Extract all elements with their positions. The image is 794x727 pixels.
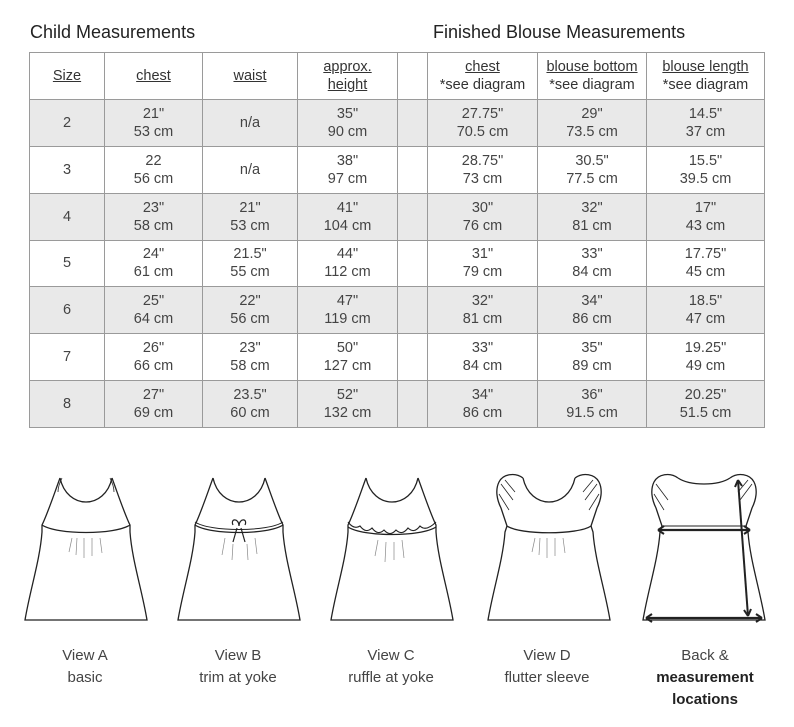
cell-blouse-bottom: 35" 89 cm (538, 334, 647, 381)
blouse-ruffle-icon (328, 470, 458, 630)
cell-height: 38" 97 cm (298, 146, 398, 193)
view-c-label: View C ruffle at yoke (348, 647, 434, 686)
views-section (0, 470, 794, 727)
cell-height: 47" 119 cm (298, 287, 398, 334)
table-row (30, 381, 765, 428)
cell-chest: 25" 64 cm (105, 287, 203, 334)
header-waist: waist (203, 53, 298, 100)
cell-size: 2 (30, 100, 105, 147)
header-finished-chest: chest *see diagram (428, 53, 538, 100)
header-chest: chest (105, 53, 203, 100)
cell-blouse-bottom: 29" 73.5 cm (538, 100, 647, 147)
header-gap (398, 53, 428, 100)
cell-blouse-length: 17" 43 cm (647, 193, 765, 240)
cell-finished-chest: 30" 76 cm (428, 193, 538, 240)
table-row (30, 100, 765, 147)
cell-blouse-bottom: 32" 81 cm (538, 193, 647, 240)
header-blouse-length: blouse length *see diagram (647, 53, 765, 100)
cell-gap (398, 334, 428, 381)
cell-chest: 22 56 cm (105, 146, 203, 193)
cell-waist: n/a (203, 100, 298, 147)
cell-chest: 27" 69 cm (105, 381, 203, 428)
cell-chest: 23" 58 cm (105, 193, 203, 240)
header-height: approx. height (298, 53, 398, 100)
cell-blouse-bottom: 36" 91.5 cm (538, 381, 647, 428)
cell-finished-chest: 28.75" 73 cm (428, 146, 538, 193)
cell-blouse-bottom: 34" 86 cm (538, 287, 647, 334)
table-row (30, 287, 765, 334)
cell-waist: n/a (203, 146, 298, 193)
child-measurements-heading: Child Measurements (30, 22, 196, 42)
table-header-row (30, 53, 765, 100)
cell-blouse-length: 18.5" 47 cm (647, 287, 765, 334)
cell-gap (398, 193, 428, 240)
cell-size: 7 (30, 334, 105, 381)
cell-blouse-length: 14.5" 37 cm (647, 100, 765, 147)
cell-blouse-length: 20.25" 51.5 cm (647, 381, 765, 428)
cell-finished-chest: 34" 86 cm (428, 381, 538, 428)
finished-blouse-heading: Finished Blouse Measurements (433, 22, 686, 42)
cell-size: 5 (30, 240, 105, 287)
cell-chest: 24" 61 cm (105, 240, 203, 287)
cell-blouse-length: 15.5" 39.5 cm (647, 146, 765, 193)
cell-chest: 21" 53 cm (105, 100, 203, 147)
cell-gap (398, 100, 428, 147)
cell-finished-chest: 27.75" 70.5 cm (428, 100, 538, 147)
cell-blouse-length: 19.25" 49 cm (647, 334, 765, 381)
cell-finished-chest: 31" 79 cm (428, 240, 538, 287)
cell-gap (398, 381, 428, 428)
cell-waist: 21" 53 cm (203, 193, 298, 240)
cell-finished-chest: 32" 81 cm (428, 287, 538, 334)
cell-gap (398, 287, 428, 334)
measurement-table (29, 52, 765, 428)
cell-waist: 23" 58 cm (203, 334, 298, 381)
cell-blouse-length: 17.75" 45 cm (647, 240, 765, 287)
blouse-back-measurement-icon (640, 470, 770, 630)
header-size: Size (30, 53, 105, 100)
table-row (30, 240, 765, 287)
cell-waist: 21.5" 55 cm (203, 240, 298, 287)
cell-height: 35" 90 cm (298, 100, 398, 147)
cell-size: 4 (30, 193, 105, 240)
cell-chest: 26" 66 cm (105, 334, 203, 381)
cell-size: 6 (30, 287, 105, 334)
cell-height: 44" 112 cm (298, 240, 398, 287)
cell-height: 50" 127 cm (298, 334, 398, 381)
cell-waist: 23.5" 60 cm (203, 381, 298, 428)
view-a-label: View A basic (62, 647, 108, 686)
view-d-label: View D flutter sleeve (504, 647, 590, 686)
cell-size: 3 (30, 146, 105, 193)
cell-finished-chest: 33" 84 cm (428, 334, 538, 381)
table-row (30, 334, 765, 381)
blouse-flutter-icon (485, 470, 615, 630)
view-b-label: View B trim at yoke (199, 647, 277, 686)
blouse-trim-icon (175, 470, 305, 630)
blouse-basic-icon (22, 470, 152, 630)
table-row (30, 193, 765, 240)
cell-blouse-bottom: 33" 84 cm (538, 240, 647, 287)
cell-height: 52" 132 cm (298, 381, 398, 428)
back-measurement-label: Back & measurement locations (656, 647, 754, 708)
cell-size: 8 (30, 381, 105, 428)
cell-waist: 22" 56 cm (203, 287, 298, 334)
cell-gap (398, 240, 428, 287)
cell-height: 41" 104 cm (298, 193, 398, 240)
cell-blouse-bottom: 30.5" 77.5 cm (538, 146, 647, 193)
cell-gap (398, 146, 428, 193)
table-row (30, 146, 765, 193)
header-blouse-bottom: blouse bottom *see diagram (538, 53, 647, 100)
